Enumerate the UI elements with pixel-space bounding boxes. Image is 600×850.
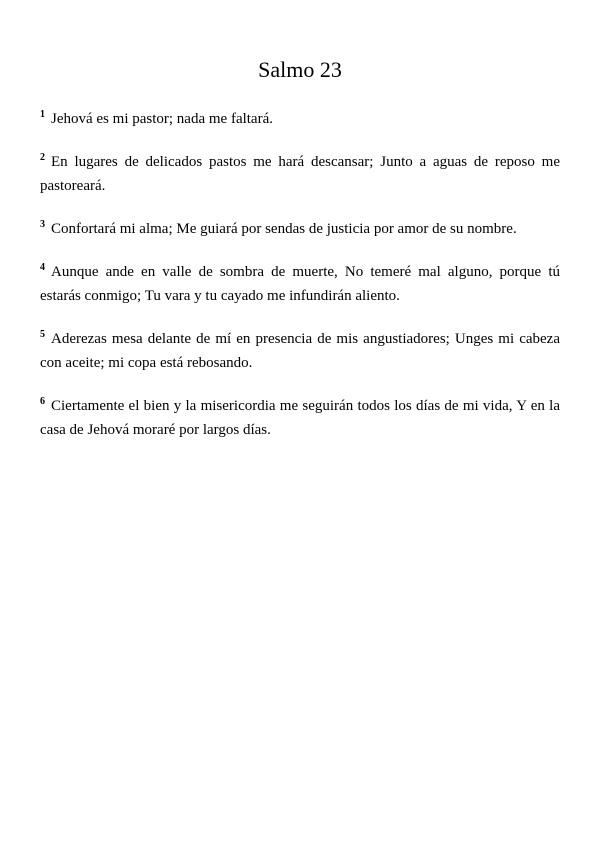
verse-number: 1 [40,109,45,120]
verse-text: Aunque ande en valle de sombra de muerte, No temeré mal alguno, porque tú estarás conmigo; Tu vara y tu cayado me infundirán aliento. [40,264,560,304]
verse-1 [40,107,560,131]
verse-2 [40,150,560,198]
verse-5 [40,327,560,375]
verse-number: 4 [40,262,45,273]
verse-number: 3 [40,219,45,230]
verse-list [40,107,560,442]
page-title: Salmo 23 [258,57,342,82]
verse-6 [40,394,560,442]
verse-text: En lugares de delicados pastos me hará descansar; Junto a aguas de reposo me pastoreará. [40,154,560,194]
verse-text: Confortará mi alma; Me guiará por sendas de justicia por amor de su nombre. [51,221,517,237]
verse-4 [40,260,560,308]
verse-number: 2 [40,152,45,163]
verse-text: Aderezas mesa delante de mí en presencia de mis angustiadores; Unges mi cabeza con aceite; mi copa está rebosando. [40,331,560,371]
verse-number: 6 [40,396,45,407]
verse-number: 5 [40,329,45,340]
verse-text: Jehová es mi pastor; nada me faltará. [51,111,273,127]
verse-3 [40,217,560,241]
verse-text: Ciertamente el bien y la misericordia me seguirán todos los días de mi vida, Y en la casa de Jehová moraré por largos días. [40,398,560,438]
